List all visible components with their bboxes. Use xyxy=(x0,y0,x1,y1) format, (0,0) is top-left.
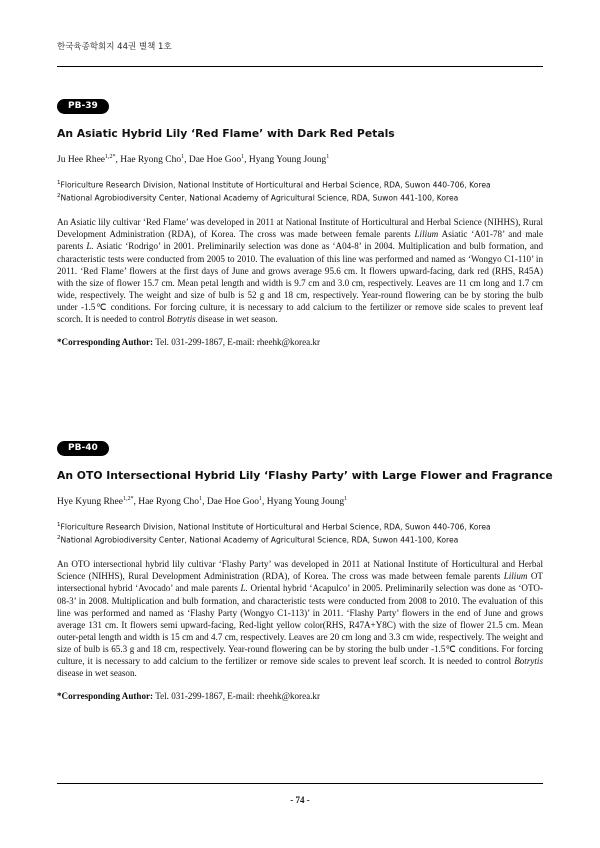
abstract-title: An Asiatic Hybrid Lily ‘Red Flame’ with Dark Red Petals xyxy=(57,127,395,140)
abstract-pb-39 xyxy=(57,95,543,347)
author-name: Ju Hee Rhee xyxy=(57,155,106,166)
abstract-number-badge: PB-39 xyxy=(57,99,109,114)
corresponding-author-contact: Tel. 031-299-1867, E-mail: rheehk@korea.kr xyxy=(153,337,321,348)
author-affiliation-mark: 1,2* xyxy=(122,496,134,502)
journal-header: 한국육종학회지 44권 별책 1호 xyxy=(57,42,172,52)
affiliation-line: $^2$National Agrobiodiversity Center, National Academy of Agricultural Science, RDA, Suwon 441-100, Korea xyxy=(57,534,459,545)
corresponding-author-contact: Tel. 031-299-1867, E-mail: rheehk@korea.kr xyxy=(153,691,321,702)
author-separator: , xyxy=(262,497,267,508)
author-list xyxy=(57,154,543,165)
author-name: Hyang Young Joung xyxy=(248,155,327,166)
author-name: Dae Hoe Goo xyxy=(188,155,242,166)
author-separator: , xyxy=(202,497,207,508)
corresponding-author-label: *Corresponding Author: xyxy=(57,337,154,348)
author-name: Hye Kyung Rhee xyxy=(57,497,123,508)
author-affiliation-mark: 1 xyxy=(199,496,203,502)
author-name: Dae Hoe Goo xyxy=(206,497,260,508)
author-name: Hae Ryong Cho xyxy=(138,497,200,508)
corresponding-author xyxy=(57,691,543,701)
author-separator: , xyxy=(184,155,189,166)
author-name: Hae Ryong Cho xyxy=(120,155,182,166)
author-separator: , xyxy=(115,155,121,166)
abstract-body: An OTO intersectional hybrid lily cultivar ‘Flashy Party’ was developed in 2011 at National Institute of Horticultural and Herbal Science (NIHHS), Rural Development Administration (RDA), of Korea. The cross was made between female parents Lilium OT intersectional hybrid ‘Avocado’ and male parents L. Oriental hybrid ‘Acapulco’ in 2005. Preliminarily selection was done as ‘OTO-08-3’ in 2008. Multiplication and bulb formation, and characteristic tests were conducted from 2008 to 2010. The evaluation of this line was performed and named as ‘Flashy Party (Wongyo C1-113)’ in 2011. ‘Flashy Party’ flowers in the end of June and grows average 131 cm. It flowers semi upward-facing, Red-light yellow color(RHS, R47A+Y8C) with the size of flower 21.5 cm. Mean outer-petal length and width is 15 cm and 4.7 cm, respectively. Leaves are 20 cm long and 3.3 cm wide, respectively. The weight and size of bulb is 65.3 g and 18 cm, respectively. Year-round flowering can be by storing the bulb under -1.5℃ conditions. For forcing culture, it is necessary to add calcium to the fertilizer or remove side scales to prevent leaf scorch. It is needed to control Botrytis disease in wet season. xyxy=(57,559,543,679)
author-list xyxy=(57,496,543,507)
page-number: - 74 - xyxy=(290,795,310,805)
author-affiliation-mark: 1 xyxy=(344,496,348,502)
abstract-body: An Asiatic lily cultivar ‘Red Flame’ was developed in 2011 at National Institute of Horticultural and Herbal Science (NIHHS), Rural Development Administration (RDA), of Korea. The cross was made between female parents Lilium Asiatic ‘A01-78’ and male parents L. Asiatic ‘Rodrigo’ in 2001. Preliminarily selection was done as ‘A04-8’ in 2004. Multiplication and bulb formation, and characteristic tests were conducted from 2005 to 2010. The evaluation of this line was performed and named as ‘Wongyo C1-110’ in 2011. ‘Red Flame’ flowers at the first days of June and grows average 95.6 cm. It flowers upward-facing, dark red (RHS, R45A) with the size of flower 15.7 cm. Mean petal length and width is 9.7 cm and 3.0 cm, respectively. Leaves are 11 cm long and 1.7 cm wide, respectively. The weight and size of bulb is 52 g and 18 cm, respectively. Year-round flowering can be by storing the bulb under -1.5℃ conditions. For forcing culture, it is necessary to add calcium to the fertilizer or remove side scales to prevent leaf scorch. It is needed to control Botrytis disease in wet season. xyxy=(57,217,543,324)
abstract-number-badge: PB-40 xyxy=(57,441,109,456)
top-rule xyxy=(57,66,543,67)
author-name: Hyang Young Joung xyxy=(266,497,345,508)
corresponding-author-label: *Corresponding Author: xyxy=(57,691,154,702)
author-affiliation-mark: 1 xyxy=(181,154,185,160)
author-affiliation-mark: 1,2* xyxy=(105,154,116,160)
affiliation-line: $^1$Floriculture Research Division, National Institute of Horticultural and Herbal Science, RDA, Suwon 440-706, Korea xyxy=(57,180,491,190)
author-affiliation-mark: 1 xyxy=(259,496,263,502)
corresponding-author xyxy=(57,337,543,347)
affiliations xyxy=(57,178,543,203)
affiliation-line: $^1$Floriculture Research Division, National Institute of Horticultural and Herbal Science, RDA, Suwon 440-706, Korea xyxy=(57,522,491,532)
abstract-pb-40 xyxy=(57,437,553,702)
bottom-rule xyxy=(57,783,543,784)
abstract-title: An OTO Intersectional Hybrid Lily ‘Flashy Party’ with Large Flower and Fragrance xyxy=(57,469,553,482)
author-affiliation-mark: 1 xyxy=(241,154,245,160)
affiliation-line: $^2$National Agrobiodiversity Center, National Academy of Agricultural Science, RDA, Suwon 441-100, Korea xyxy=(57,192,459,203)
author-separator: , xyxy=(244,155,249,166)
affiliations xyxy=(57,520,543,545)
author-affiliation-mark: 1 xyxy=(326,154,330,160)
author-separator: , xyxy=(133,497,139,508)
